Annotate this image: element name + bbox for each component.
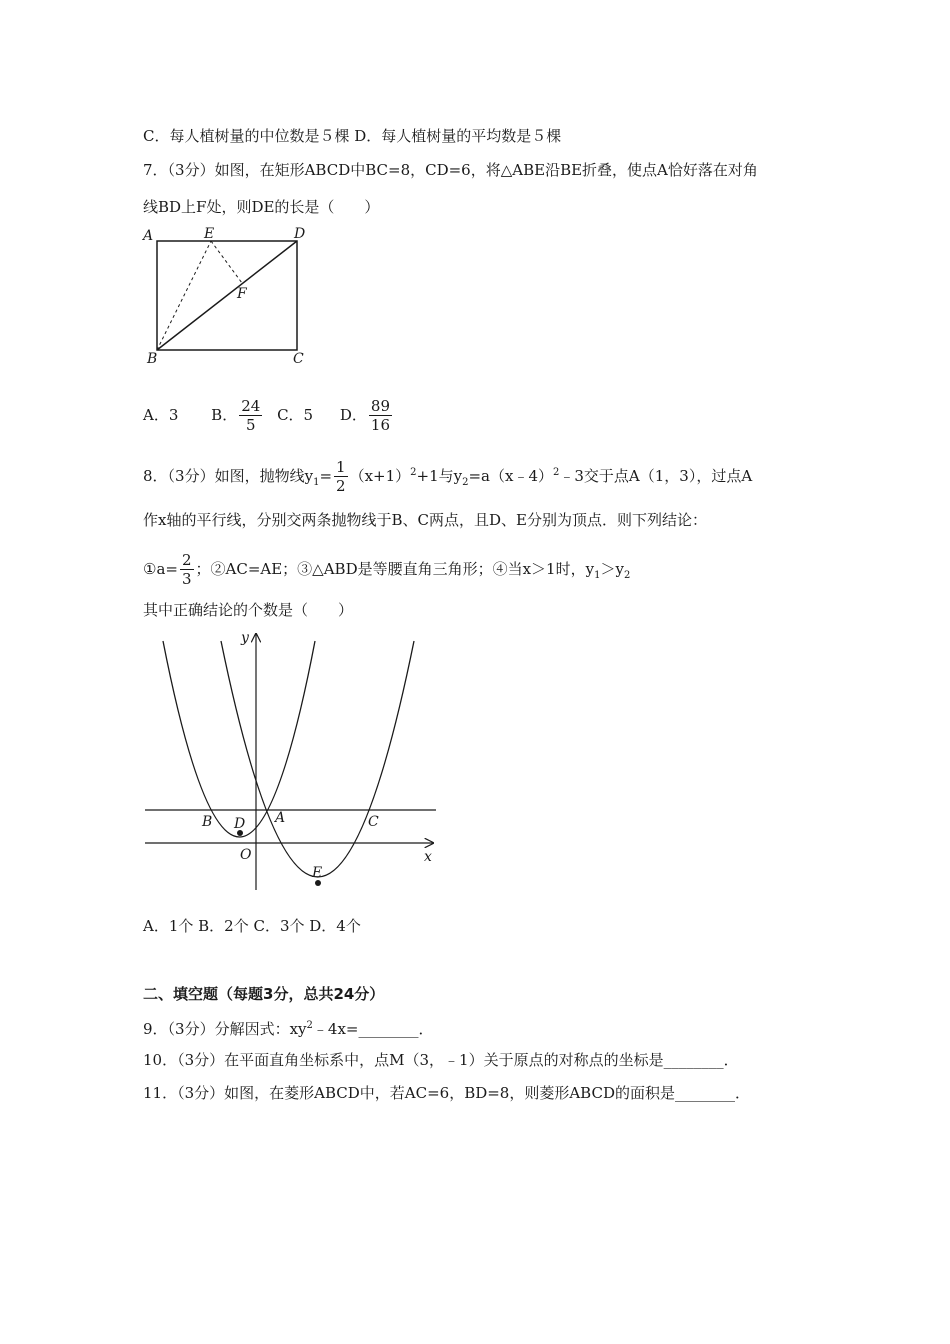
q8-stem-line2: 作x轴的平行线，分别交两条抛物线于B、C两点，且D、E分别为顶点．则下列结论： [143,511,707,529]
label-y: y [241,630,249,646]
q9-text: 9．（3分）分解因式：$xy^2﹣4x=\_\_\_\_\_\_\_\_$． [143,1020,434,1038]
q7-stem-line1: 7．（3分）如图，在矩形ABCD中BC=8，CD=6，将△ABE沿BE折叠，使点A恰好落在对角 [143,161,758,179]
label-b: B [147,351,158,367]
parabola-y1 [163,641,315,837]
label-e: E [204,226,215,242]
q6-options-cd: C．每人植树量的中位数是５棵 D．每人植树量的平均数是５棵 [143,127,562,145]
q11-text: 11．（3分）如图，在菱形ABCD中，若AC=6，BD=8，则菱形ABCD的面积是________． [143,1084,750,1102]
label-d: D [234,816,246,832]
q8-parabola-figure [140,625,445,895]
segment-ef [211,241,242,283]
q8-stem-line4: 其中正确结论的个数是（ ） [143,601,354,619]
diagonal-bd [157,241,297,350]
fold-line-be [157,241,211,350]
label-x: x [424,849,432,865]
q8-stem-line1: 8．（3分）如图，抛物线$y_1=$ $\frac{1}{2}$ $(x+1)^2+1$与$y_2=a(x﹣4)^2﹣3$交于点A（1，3），过点A [143,458,753,495]
label-a: A [143,228,154,244]
section-2-heading: 二、填空题（每题3分，总共24分） [143,985,385,1003]
q10-text: 10．（3分）在平面直角坐标系中，点M（3，﹣1）关于原点的对称点的坐标是________． [143,1051,739,1069]
q8-conclusions: ①a= $\frac{2}{3}$ ；②AC=AE；③△ABD是等腰直角三角形；④当x＞1时，$y_1>y_2$ [143,551,631,588]
label-c: C [368,814,379,830]
q7-stem-line2: 线BD上F处，则DE的长是（ ） [143,198,380,216]
q7-option-d-fraction: $\frac{89}{16}$ [370,397,391,434]
label-o: O [240,847,252,863]
label-a: A [275,810,286,826]
q7-option-c: C．5 [277,406,314,424]
q7-option-b-prefix: B． [211,406,238,424]
q7-option-b-fraction: $\frac{24}{5}$ [241,397,261,434]
label-e: E [312,865,323,881]
q8-options: A．1个 B．2个 C．3个 D．4个 [143,917,361,935]
q7-option-d-prefix: D． [339,406,367,424]
label-f: F [237,286,247,302]
q7-option-a: A．3 [143,406,179,424]
label-c: C [293,351,304,367]
q8-fraction-a: $\frac{2}{3}$ [181,551,192,588]
q7-rectangle-figure [140,224,320,370]
q7-options [143,399,394,433]
label-d: D [294,226,306,242]
parabola-y2 [221,641,414,877]
q8-fraction-half: $\frac{1}{2}$ [336,458,346,495]
label-b: B [202,814,213,830]
